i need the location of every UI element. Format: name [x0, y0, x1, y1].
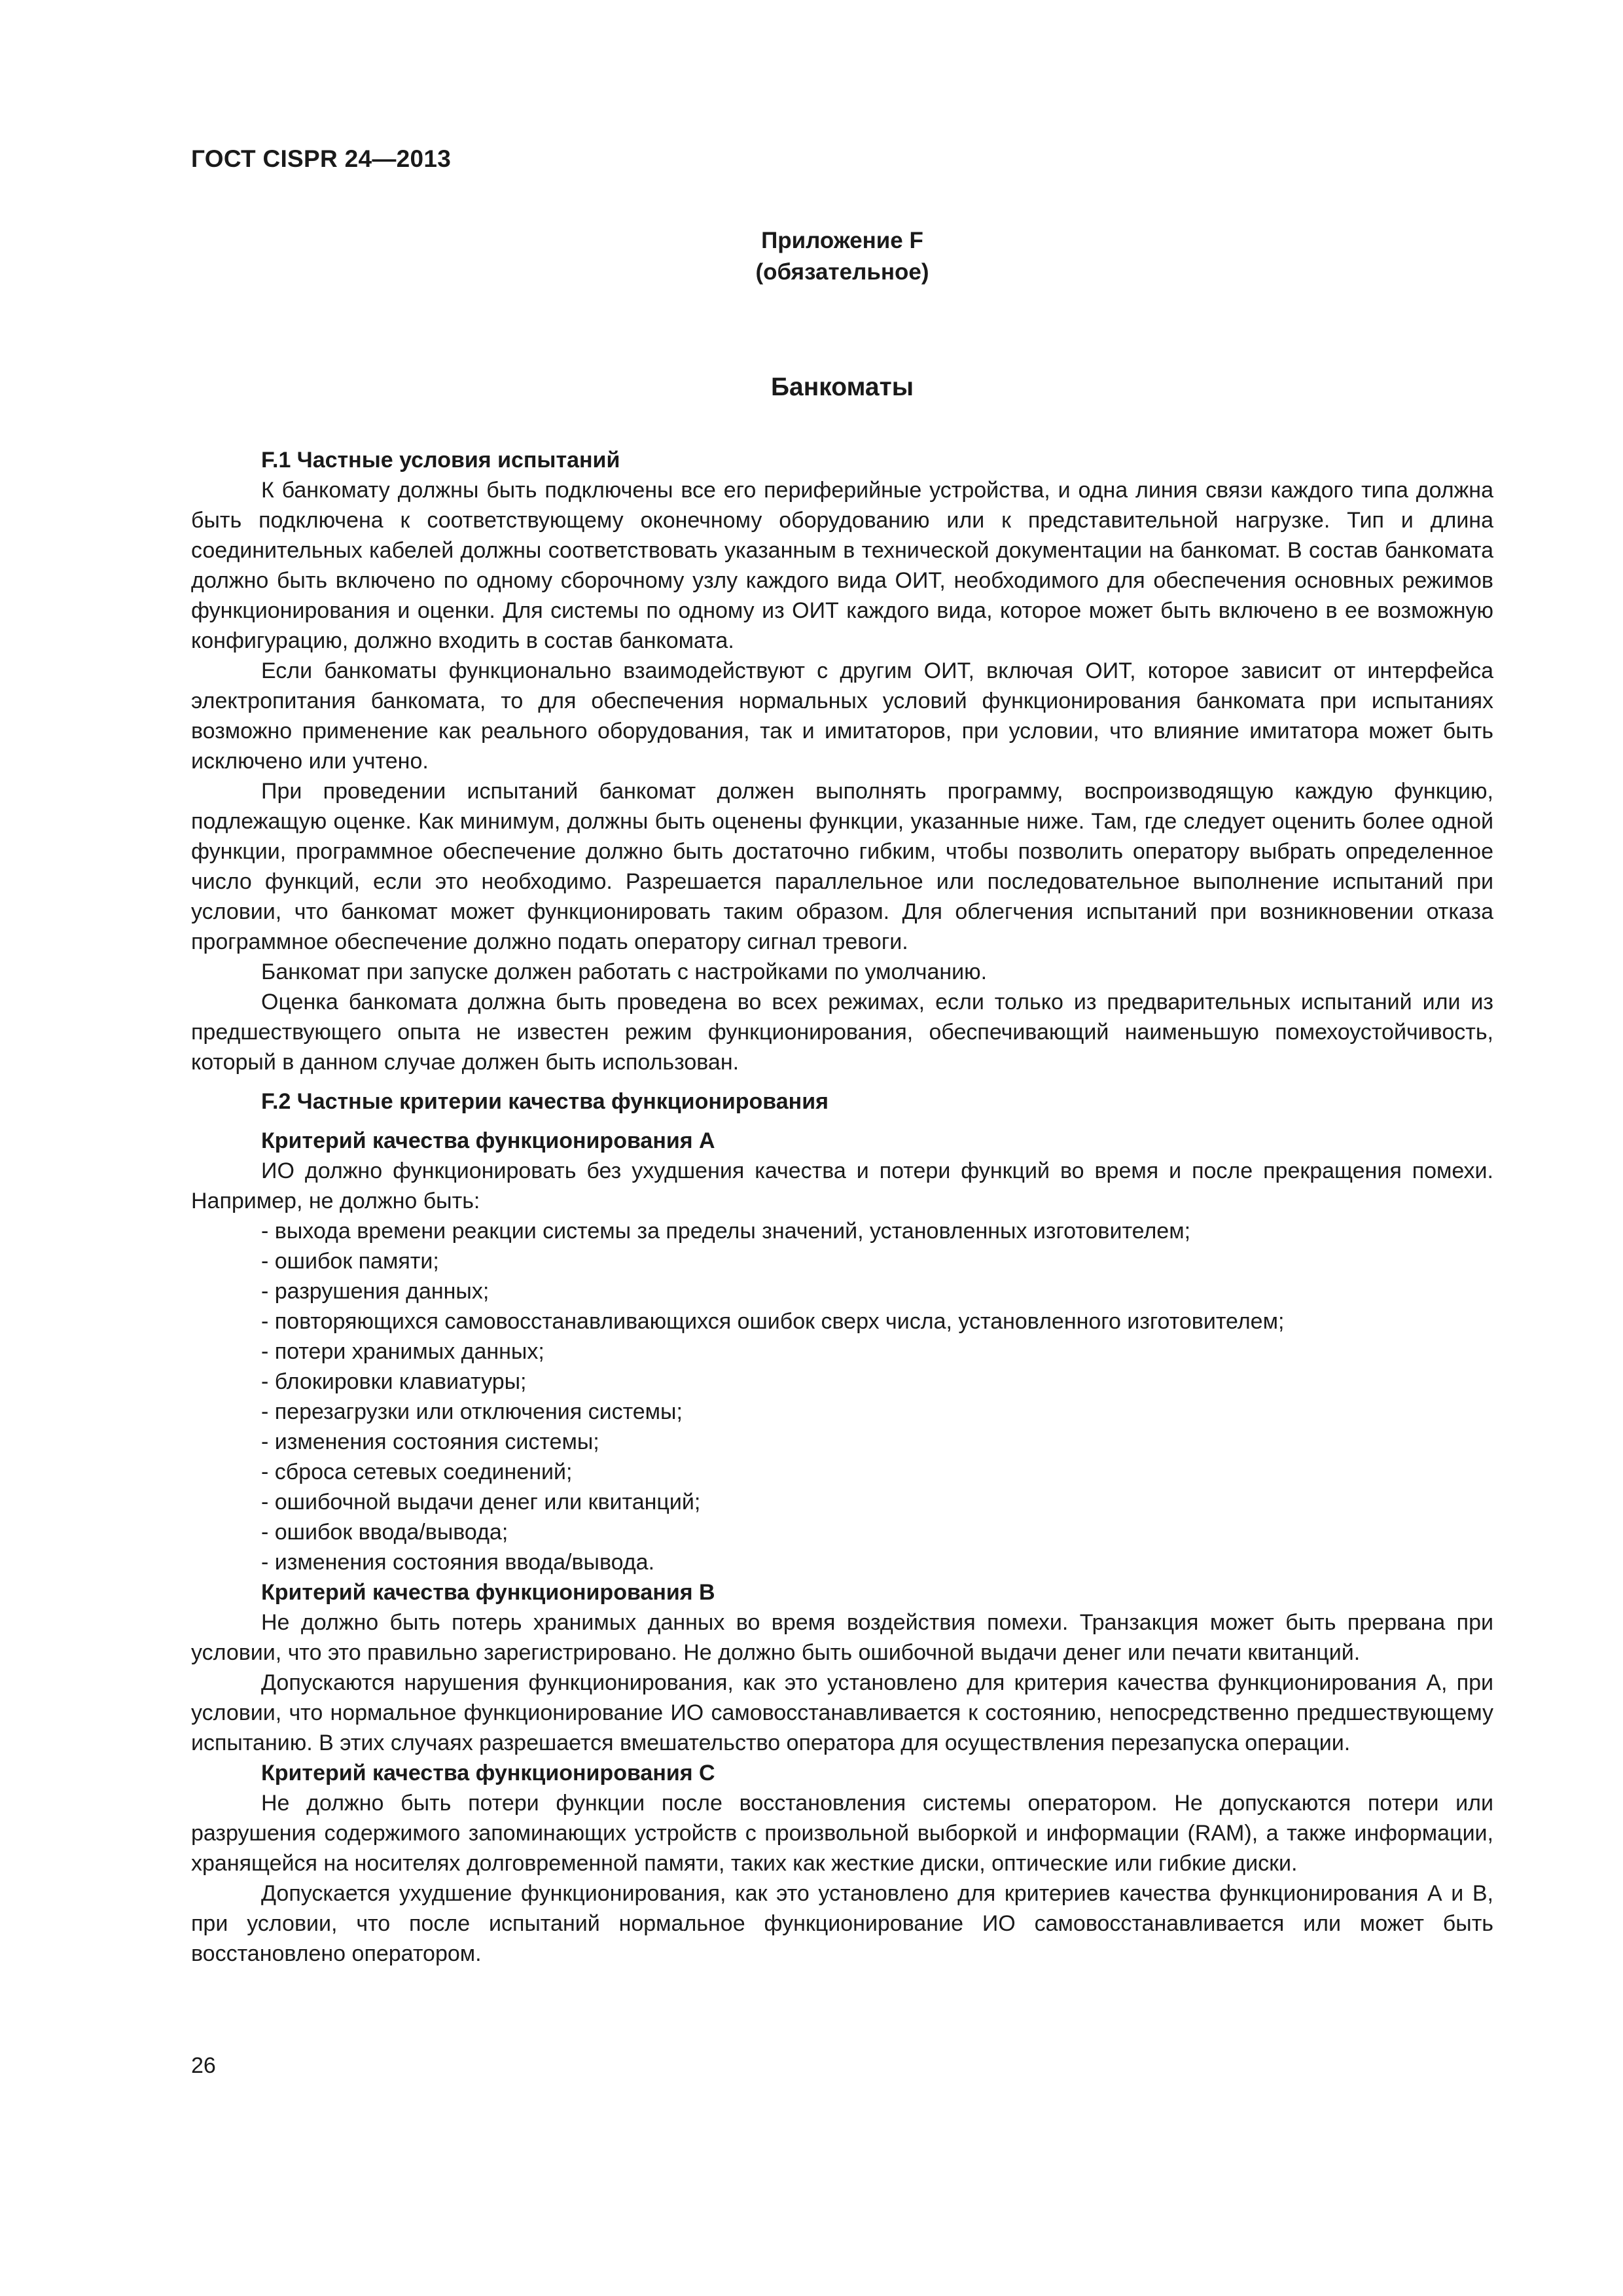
list-item: - разрушения данных; — [261, 1279, 490, 1304]
section-title: Банкоматы — [770, 373, 914, 401]
list-item: - ошибочной выдачи денег или квитанций; — [261, 1490, 701, 1515]
paragraph: Не должно быть потерь хранимых данных во время воздействия помехи. Транзакция может быть прервана при условии, что это правильно зарегистрировано. Не должно быть ошибочной выдачи денег или печати квитанций. — [191, 1610, 1493, 1665]
list-item: - ошибок памяти; — [261, 1249, 439, 1274]
criterion-b-title: Критерий качества функционирования В — [261, 1580, 715, 1605]
document-body — [191, 445, 1493, 1969]
clause-f2-heading: F.2 Частные критерии качества функционирования — [261, 1089, 829, 1114]
paragraph: При проведении испытаний банкомат должен выполнять программу, воспроизводящую каждую функцию, подлежащую оценке. Как минимум, должны быть оценены функции, указанные ниже. Там, где следует оценить более одной функции, программное обеспечение должно быть достаточно гибким, чтобы позволить оператору выбрать определенное число функций, если это необходимо. Разрешается параллельное или последовательное выполнение испытаний при условии, что банкомат может функционировать таким образом. Для облегчения испытаний при возникновении отказа программное обеспечение должно подать оператору сигнал тревоги. — [191, 779, 1493, 954]
paragraph: Оценка банкомата должна быть проведена во всех режимах, если только из предварительных испытаний или из предшествующего опыта не известен режим функционирования, обеспечивающий наименьшую помехоустойчивость, который в данном случае должен быть использован. — [191, 990, 1493, 1075]
list-item: - ошибок ввода/вывода; — [261, 1520, 508, 1545]
paragraph: Если банкоматы функционально взаимодействуют с другим ОИТ, включая ОИТ, которое зависит от интерфейса электропитания банкомата, то для обеспечения нормальных условий функционирования банкомата при испытаниях возможно применение как реального оборудования, так и имитаторов, при условии, что влияние имитатора может быть исключено или учтено. — [191, 658, 1493, 774]
paragraph: Допускается ухудшение функционирования, как это установлено для критериев качества функционирования А и В, при условии, что после испытаний нормальное функционирование ИО самовосстанавливается или может быть восстановлено оператором. — [191, 1881, 1493, 1966]
paragraph: К банкомату должны быть подключены все его периферийные устройства, и одна линия связи каждого типа должна быть подключена к соответствующему оконечному оборудованию или к представительной нагрузке. Тип и длина соединительных кабелей должны соответствовать указанным в технической документации на банкомат. В состав банкомата должно быть включено по одному сборочному узлу каждого вида ОИТ, необходимого для обеспечения основных режимов функционирования и оценки. Для системы по одному из ОИТ каждого вида, которое может быть включено в ее возможную конфигурацию, должно входить в состав банкомата. — [191, 478, 1493, 653]
list-item: - изменения состояния ввода/вывода. — [261, 1550, 655, 1575]
paragraph: Допускаются нарушения функционирования, как это установлено для критерия качества функционирования А, при условии, что нормальное функционирование ИО самовосстанавливается к состоянию, непосредственно предшествующему испытанию. В этих случаях разрешается вмешательство оператора для осуществления перезапуска операции. — [191, 1670, 1493, 1755]
appendix-title: Приложение F — [761, 228, 923, 253]
appendix-heading — [191, 225, 1493, 288]
list-item: - повторяющихся самовосстанавливающихся ошибок сверх числа, установленного изготовителем; — [261, 1309, 1285, 1334]
document-page — [191, 0, 1493, 2296]
clause-f1-heading: F.1 Частные условия испытаний — [261, 448, 620, 473]
criterion-a-list — [191, 1216, 1493, 1577]
page-number: 26 — [191, 2053, 216, 2078]
paragraph: Банкомат при запуске должен работать с настройками по умолчанию. — [261, 960, 988, 984]
list-item: - потери хранимых данных; — [261, 1339, 544, 1364]
list-item: - блокировки клавиатуры; — [261, 1369, 527, 1394]
list-item: - изменения состояния системы; — [261, 1429, 599, 1454]
document-code: ГОСТ CISPR 24—2013 — [191, 145, 452, 172]
list-item: - перезагрузки или отключения системы; — [261, 1399, 683, 1424]
paragraph: Не должно быть потери функции после восстановления системы оператором. Не допускаются потери или разрушения содержимого запоминающих устройств с произвольной выборкой и информации (RAM), а также информации, хранящейся на носителях долговременной памяти, таких как жесткие диски, оптические или гибкие диски. — [191, 1791, 1493, 1876]
paragraph: ИО должно функционировать без ухудшения качества и потери функций во время и после прекращения помехи. Например, не должно быть: — [191, 1158, 1493, 1213]
appendix-status: (обязательное) — [755, 259, 929, 285]
criterion-c-title: Критерий качества функционирования С — [261, 1761, 715, 1785]
list-item: - сброса сетевых соединений; — [261, 1460, 573, 1484]
criterion-a-title: Критерий качества функционирования А — [261, 1128, 715, 1153]
list-item: - выхода времени реакции системы за пределы значений, установленных изготовителем; — [261, 1219, 1191, 1244]
